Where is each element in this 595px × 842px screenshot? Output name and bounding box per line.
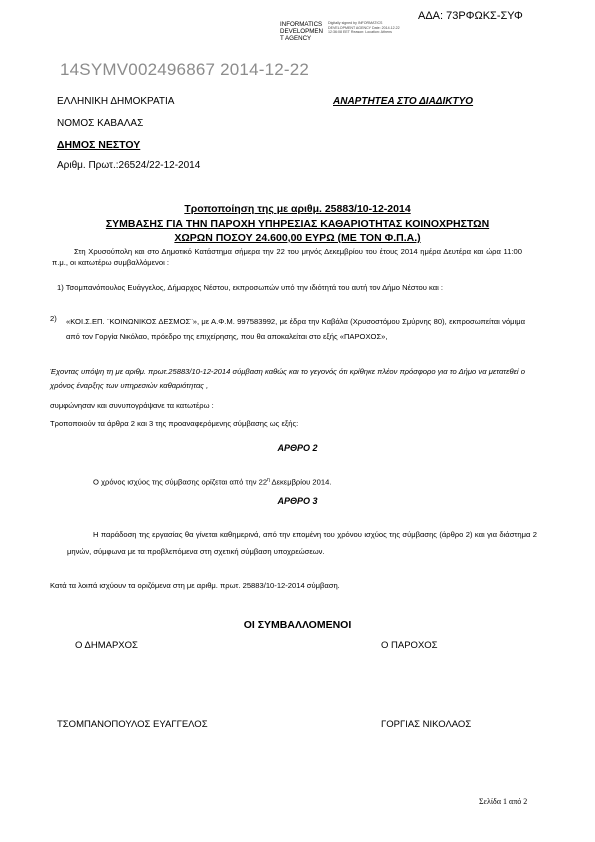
amend-line: Τροποποιούν τα άρθρα 2 και 3 της προαναφερόμενης σύμβασης ως εξής: [50, 419, 299, 428]
agree-line: συμφώνησαν και συνυπογράψανε τα κατωτέρω : [50, 401, 214, 410]
municipality-label: ΔΗΜΟΣ ΝΕΣΤΟΥ [57, 139, 141, 151]
party-1-paragraph: 1) Τσομπανόπουλος Ευάγγελος, Δήμαρχος Νέστου, εκπροσωπών υπό την ιδιότητά του αυτή τον Δήμο Νέστου και : [57, 283, 444, 292]
closing-line: Κατά τα λοιπά ισχύουν τα οριζόμενα στη με αριθμ. πρωτ. 25883/10-12-2014 σύμβαση. [50, 581, 340, 590]
prefecture-label: ΝΟΜΟΣ ΚΑΒΑΛΑΣ [57, 118, 144, 129]
signature-name: INFORMATICS DEVELOPMEN T AGENCY [280, 21, 323, 43]
article-3-paragraph: Η παράδοση της εργασίας θα γίνεται καθημερινά, από την επομένη του χρόνου ισχύος της σύμβασης (άρθρο 2) και για διάστημα 2 μηνών, σύμφωνα με τα προβλεπόμενα στη σχετική σύμβαση υποχρεώσεων. [67, 530, 537, 556]
party-2-paragraph: «ΚΟΙ.Σ.ΕΠ. ¨ΚΟΙΝΩΝΙΚΟΣ ΔΕΣΜΟΣ¨», με Α.Φ.Μ. 997583992, με έδρα την Καβάλα (Χρυσοστόμου Σμύρνης 80), εκπροσωπείται νόμιμα από τον Γοργία Νικόλαο, πρόεδρο της επιχείρησης, που θα αποκαλείται στο εξής «ΠΑΡΟΧΟΣ», [66, 317, 525, 341]
article-2-text: Ο χρόνος ισχύος της σύμβασης ορίζεται από την $22^\eta$ Δεκεμβρίου 2014. [93, 477, 332, 487]
publish-note: ΑΝΑΡΤΗΤΕΑ ΣΤΟ ΔΙΑΔΙΚΤΥΟ [333, 96, 474, 107]
signature-details: Digitally signed by INFORMATICS DEVELOPMENT AGENCY Date: 2014.12.22 12:36:08 EET Reason: Location: Athens [328, 21, 400, 35]
title-line-3: ΧΩΡΩΝ ΠΟΣΟΥ 24.600,00 ΕΥΡΩ (ΜΕ ΤΟΝ Φ.Π.Α.) [174, 232, 421, 244]
article-2-title: ΑΡΘΡΟ 2 [277, 443, 318, 453]
republic-label: ΕΛΛΗΝΙΚΗ ΔΗΜΟΚΡΑΤΙΑ [57, 96, 175, 107]
title-line-1: Τροποποίηση της με αριθμ. 25883/10-12-2014 [184, 203, 411, 215]
document-id-watermark: 14SYMV002496867 2014-12-22 [60, 60, 310, 79]
digital-signature-stamp [280, 21, 410, 51]
title-line-2: ΣΥΜΒΑΣΗΣ ΓΙΑ ΤΗΝ ΠΑΡΟΧΗ ΥΠΗΡΕΣΙΑΣ ΚΑΘΑΡΙΟΤΗΤΑΣ ΚΟΙΝΟΧΡΗΣΤΩΝ [105, 218, 490, 230]
contracting-parties-heading: ΟΙ ΣΥΜΒΑΛΛΟΜΕΝΟΙ [243, 619, 352, 631]
party-2-number: 2) [50, 314, 57, 323]
provider-role-label: Ο ΠΑΡΟΧΟΣ [381, 640, 438, 651]
mayor-role-label: Ο ΔΗΜΑΡΧΟΣ [75, 640, 138, 651]
protocol-number: Αριθμ. Πρωτ.:26524/22-12-2014 [57, 160, 201, 171]
intro-paragraph: Στη Χρυσούπολη και στο Δημοτικό Κατάστημα σήμερα την 22 του μηνός Δεκεμβρίου του έτους 2014 ημέρα Δευτέρα και ώρα 11:00 π.μ., οι κατωτέρω συμβαλλόμενοι : [52, 247, 522, 267]
provider-name: ΓΟΡΓΙΑΣ ΝΙΚΟΛΑΟΣ [381, 719, 472, 730]
page-number: Σελίδα 1 από 2 [479, 797, 528, 806]
considering-paragraph: Έχοντας υπόψη τη με αριθμ. πρωτ.25883/10-12-2014 σύμβαση καθώς και το γεγονός ότι κρίθηκε πλέον πρόσφορο για το Δήμο να μετατεθεί ο χρόνος έναρξης των υπηρεσιών καθαριότητας , [50, 367, 525, 390]
mayor-name: ΤΣΟΜΠΑΝΟΠΟΥΛΟΣ ΕΥΑΓΓΕΛΟΣ [57, 719, 208, 730]
ada-code: ΑΔΑ: 73ΡΦΩΚΣ-ΣΥΦ [418, 10, 523, 22]
article-3-title: ΑΡΘΡΟ 3 [277, 496, 318, 506]
